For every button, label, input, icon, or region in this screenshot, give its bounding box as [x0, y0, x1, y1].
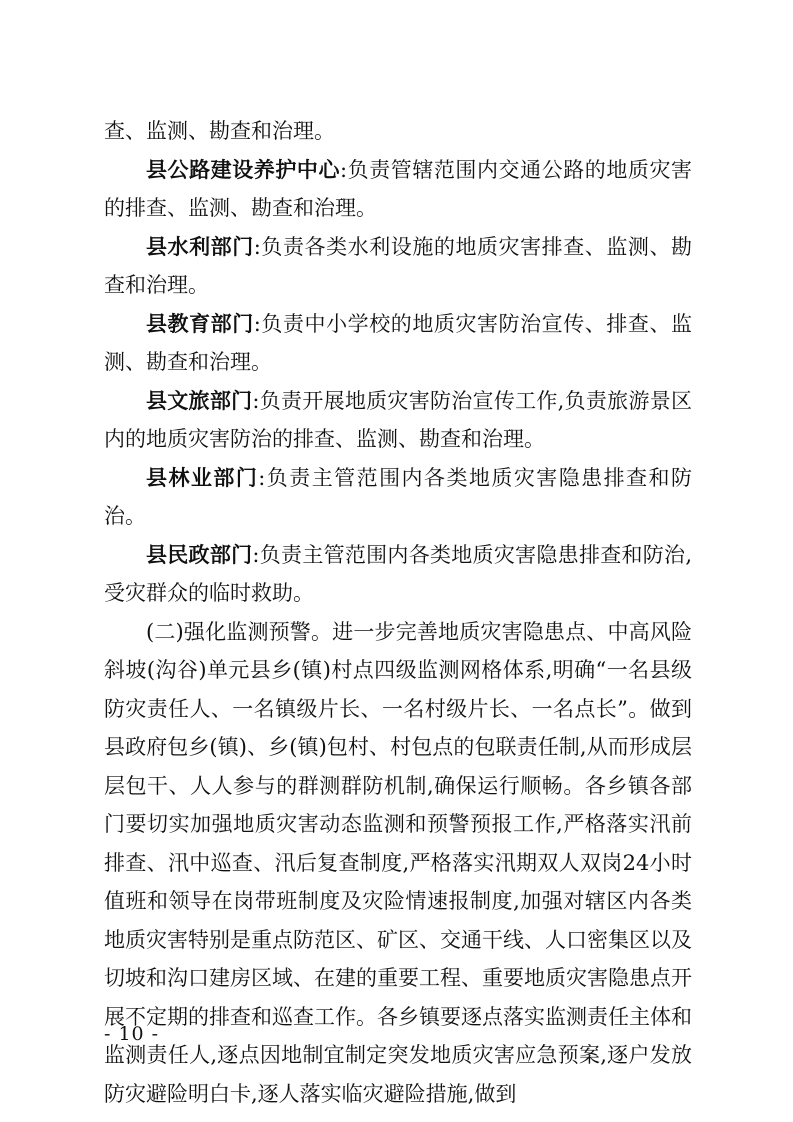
department-name: 县文旅部门: [146, 388, 253, 413]
paragraph-text: :负责主管范围内各类地质灾害隐患排查和防治。: [104, 465, 693, 528]
paragraph-text: :负责管辖范围内交通公路的地质灾害的排查、监测、勘查和治理。: [104, 157, 692, 220]
paragraph-text: :负责各类水利设施的地质灾害排查、监测、勘查和治理。: [104, 234, 693, 297]
paragraph-text: :负责主管范围内各类地质灾害隐患排查和防治,受灾群众的临时救助。: [104, 542, 693, 605]
paragraph-education-dept: [104, 305, 692, 382]
paragraph-text: :负责开展地质灾害防治宣传工作,负责旅游景区内的地质灾害防治的排查、监测、勘查和治理。: [104, 388, 693, 451]
paragraph-text: (二)强化监测预警。进一步完善地质灾害隐患点、中高风险斜坡(沟谷)单元县乡(镇)村点四级监测网格体系,明确“一名县级防灾责任人、一名镇级片长、一名村级片长、一名点长”。做到县政府包乡(镇)、乡(镇)包村、村包点的包联责任制,从而形成层层包干、人人参与的群测群防机制,确保运行顺畅。各乡镇各部门要切实加强地质灾害动态监测和预警预报工作,严格落实汛前排查、汛中巡查、汛后复查制度,严格落实汛期双人双岗24小时值班和领导在岗带班制度及灾险情速报制度,加强对辖区内各类地质灾害特别是重点防范区、矿区、交通干线、人口密集区以及切坡和沟口建房区域、在建的重要工程、重要地质灾害隐患点开展不定期的排查和巡查工作。各乡镇要逐点落实监测责任主体和监测责任人,逐点因地制宜制定突发地质灾害应急预案,逐户发放防灾避险明白卡,逐人落实临灾避险措施,做到: [104, 619, 692, 1106]
paragraph-forestry-dept: [104, 459, 692, 536]
paragraph-tourism-dept: [104, 382, 692, 459]
department-name: 县林业部门: [146, 465, 259, 490]
paragraph-monitoring-warning: [104, 613, 692, 1114]
paragraph-highway-center: [104, 151, 692, 228]
paragraph-continuation: [104, 112, 692, 151]
department-name: 县教育部门: [146, 311, 254, 336]
paragraph-text: :负责中小学校的地质灾害防治宣传、排查、监测、勘查和治理。: [104, 311, 693, 374]
department-name: 县公路建设养护中心: [146, 157, 341, 182]
department-name: 县民政部门: [146, 542, 253, 567]
department-name: 县水利部门: [146, 234, 254, 259]
document-body: [104, 112, 692, 1113]
paragraph-civil-affairs-dept: [104, 536, 692, 613]
paragraph-text: 查、监测、勘查和治理。: [104, 119, 335, 143]
page-number: - 10 -: [104, 1023, 160, 1045]
paragraph-water-dept: [104, 228, 692, 305]
